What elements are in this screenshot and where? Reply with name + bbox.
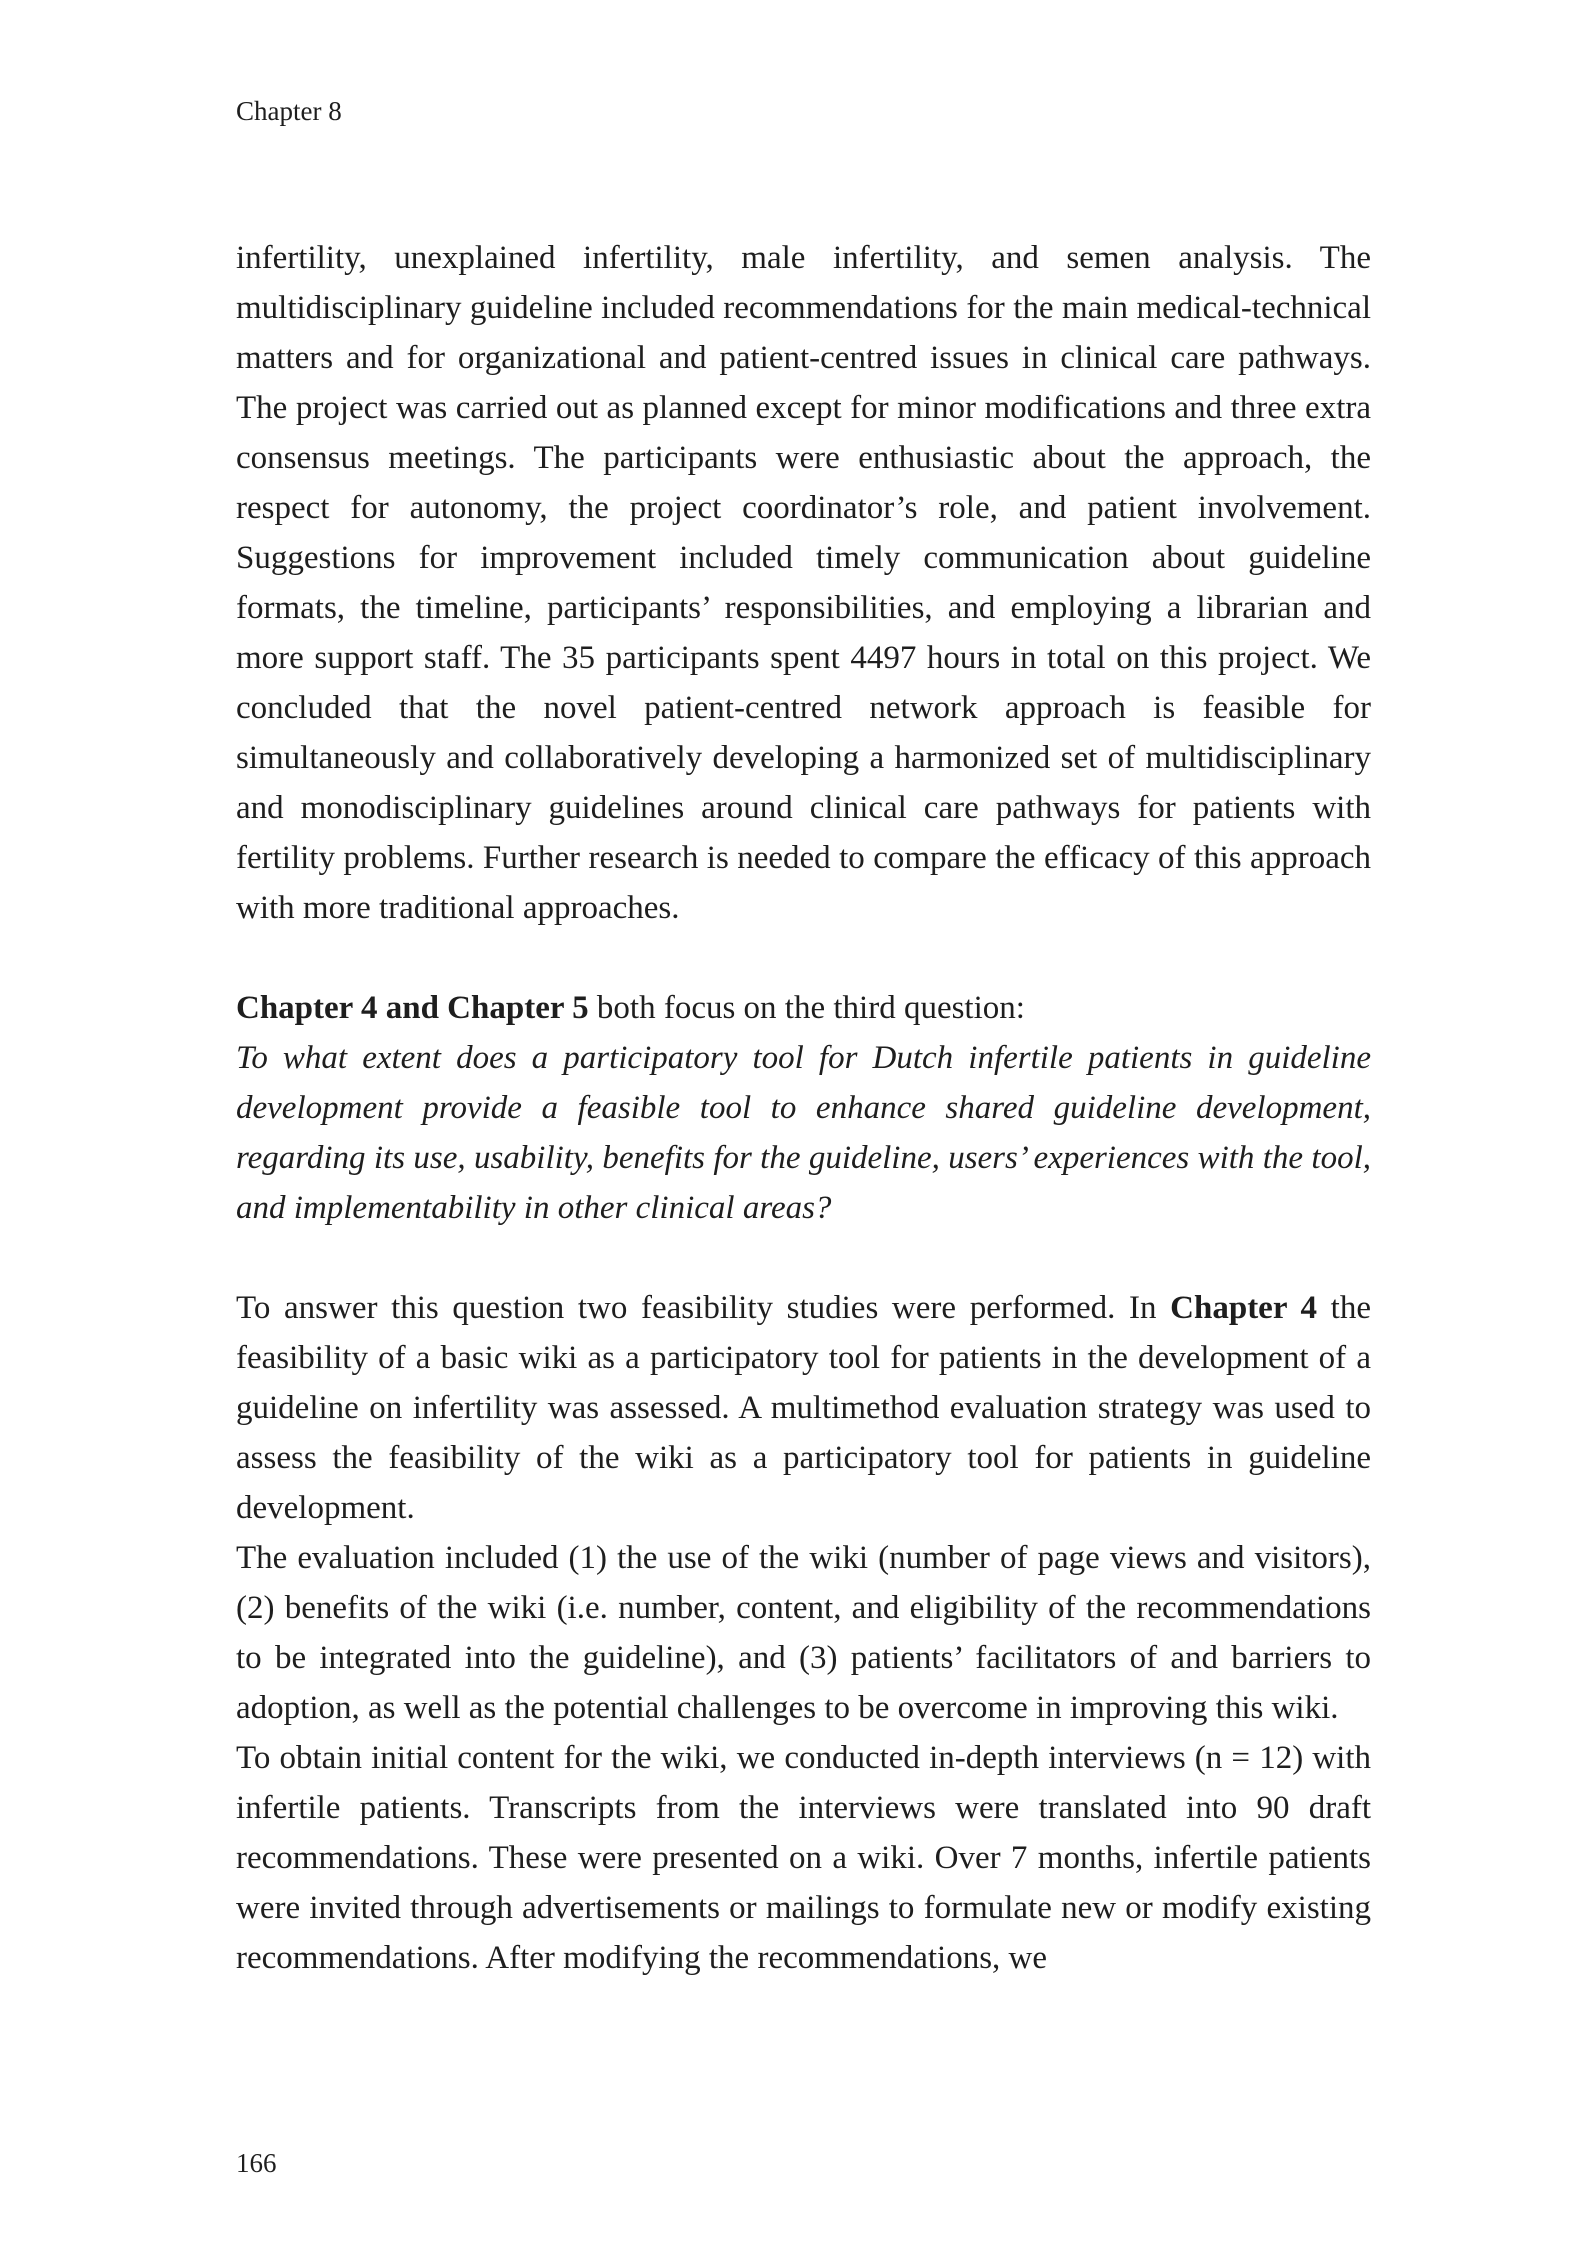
chapter-reference-bold: Chapter 4 <box>1170 1290 1318 1326</box>
paragraph-third-question-intro <box>236 983 1371 1033</box>
paragraph-start: To answer this question two feasibility studies were performed. In <box>236 1290 1171 1326</box>
running-header: Chapter 8 <box>236 96 342 126</box>
chapter-reference-bold: Chapter 4 and Chapter 5 <box>236 990 589 1026</box>
research-question-italic: To what extent does a participatory tool for Dutch infertile patients in guideline development provide a feasible tool to enhance shared guideline development, regarding its use, usability, benefits for the guideline, users’ experiences with the tool, and implementability in other clinical areas? <box>236 1040 1371 1226</box>
paragraph-wiki-content: To obtain initial content for the wiki, we conducted in-depth interviews (n = 12) with infertile patients. Transcripts from the interviews were translated into 90 draft recommendations. These were presented on a wiki. Over 7 months, infertile patients were invited through advertisements or mailings to formulate new or modify existing recommendations. After modifying the recommendations, we <box>236 1740 1371 1976</box>
paragraph-spacer <box>236 933 1371 983</box>
paragraph-evaluation: The evaluation included (1) the use of the wiki (number of page views and visitors), (2) benefits of the wiki (i.e. number, content, and eligibility of the recommendations to be integrated into the guideline), and (3) patients’ facilitators of and barriers to adoption, as well as the potential challenges to be overcome in improving this wiki. <box>236 1540 1371 1726</box>
paragraph-continuation: the feasibility of a basic wiki as a participatory tool for patients in the development of a guideline on infertility was assessed. A multimethod evaluation strategy was used to assess the feasibility of the wiki as a participatory tool for patients in guideline development. <box>236 1290 1371 1526</box>
intro-text: both focus on the third question: <box>588 990 1025 1026</box>
paragraph-spacer <box>236 1233 1371 1283</box>
paragraph-summary-guideline-project: infertility, unexplained infertility, male infertility, and semen analysis. The multidisciplinary guideline included recommendations for the main medical-technical matters and for organizational and patient-centred issues in clinical care pathways. The project was carried out as planned except for minor modifications and three extra consensus meetings. The participants were enthusiastic about the approach, the respect for autonomy, the project coordinator’s role, and patient involvement. Suggestions for improvement included timely communication about guideline formats, the timeline, participants’ responsibilities, and employing a librarian and more support staff. The 35 participants spent 4497 hours in total on this project. We concluded that the novel patient-centred network approach is feasible for simultaneously and collaboratively developing a harmonized set of multidisciplinary and monodisciplinary guidelines around clinical care pathways for patients with fertility problems. Further research is needed to compare the efficacy of this approach with more traditional approaches. <box>236 240 1371 926</box>
body-text <box>236 233 1371 1983</box>
paragraph-feasibility-studies <box>236 1283 1371 1533</box>
page-number: 166 <box>236 2148 277 2178</box>
